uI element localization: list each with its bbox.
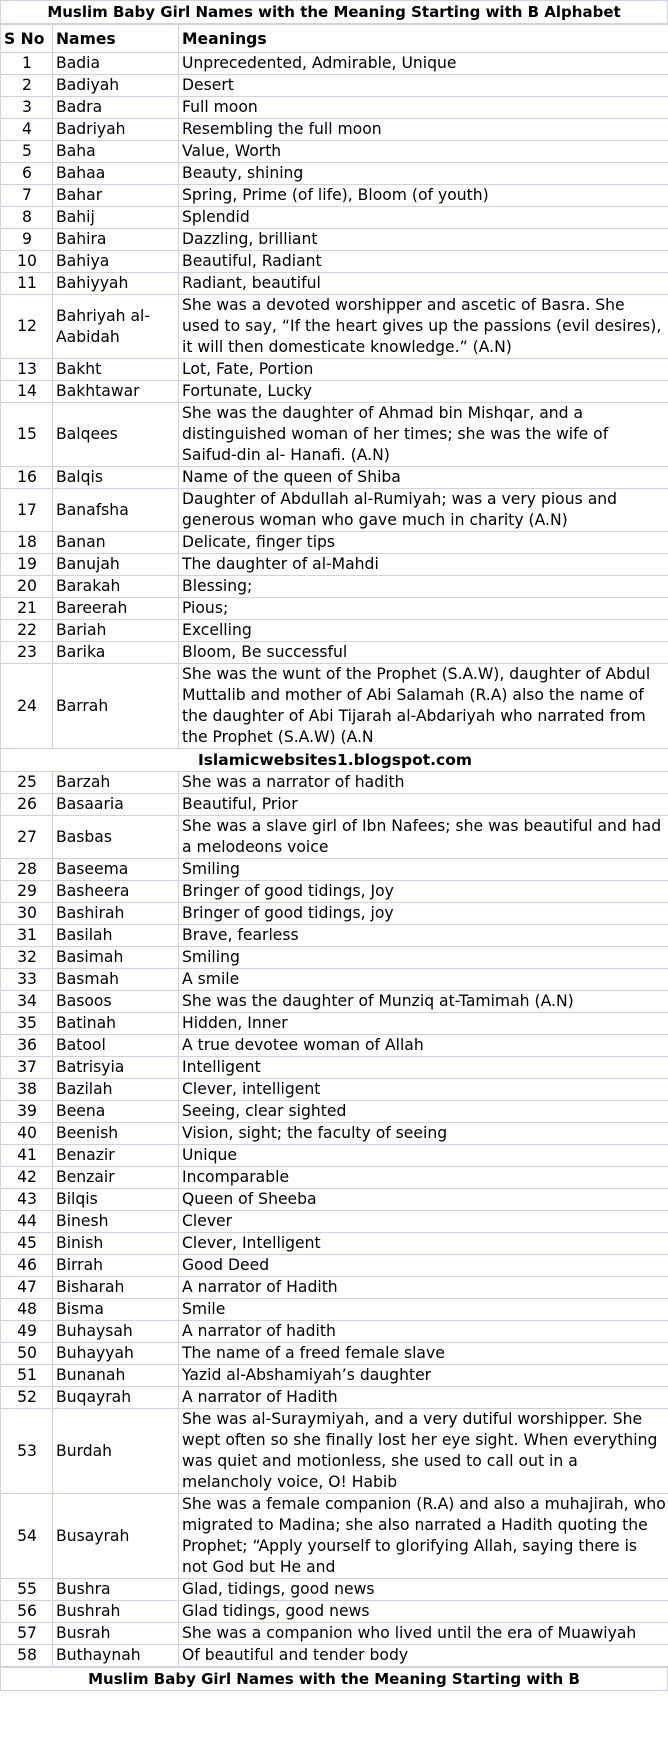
serial-number-cell: 10 (1, 251, 53, 273)
table-row (1, 251, 668, 273)
serial-number-cell: 26 (1, 794, 53, 816)
serial-number-cell: 51 (1, 1365, 53, 1387)
table-row (1, 903, 668, 925)
serial-number-cell: 47 (1, 1277, 53, 1299)
name-cell: Bahiya (53, 251, 179, 273)
table-row (1, 947, 668, 969)
page-title: Muslim Baby Girl Names with the Meaning Starting with B Alphabet (0, 0, 668, 24)
name-cell: Bashirah (53, 903, 179, 925)
meaning-cell: She was a companion who lived until the era of Muawiyah (179, 1623, 668, 1645)
name-cell: Banujah (53, 554, 179, 576)
serial-number-cell: 27 (1, 816, 53, 859)
table-row (1, 1013, 668, 1035)
table-row (1, 1343, 668, 1365)
meaning-cell: Bringer of good tidings, joy (179, 903, 668, 925)
table-row (1, 229, 668, 251)
table-row (1, 1233, 668, 1255)
table-row (1, 1057, 668, 1079)
meaning-cell: Desert (179, 75, 668, 97)
table-row (1, 1494, 668, 1579)
name-cell: Badiyah (53, 75, 179, 97)
meaning-cell: The name of a freed female slave (179, 1343, 668, 1365)
meaning-cell: Clever (179, 1211, 668, 1233)
meaning-cell: Bringer of good tidings, Joy (179, 881, 668, 903)
meaning-cell: Queen of Sheeba (179, 1189, 668, 1211)
name-cell: Bahaa (53, 163, 179, 185)
meaning-cell: Smiling (179, 947, 668, 969)
serial-number-cell: 58 (1, 1645, 53, 1667)
name-cell: Basoos (53, 991, 179, 1013)
table-row (1, 1079, 668, 1101)
meaning-cell: Smile (179, 1299, 668, 1321)
meaning-cell: A narrator of Hadith (179, 1387, 668, 1409)
serial-number-cell: 29 (1, 881, 53, 903)
name-cell: Balqis (53, 467, 179, 489)
table-row (1, 772, 668, 794)
meaning-cell: Of beautiful and tender body (179, 1645, 668, 1667)
table-row (1, 664, 668, 749)
name-cell: Basheera (53, 881, 179, 903)
table-row (1, 1321, 668, 1343)
name-cell: Basilah (53, 925, 179, 947)
serial-number-cell: 43 (1, 1189, 53, 1211)
header-names: Names (53, 25, 179, 53)
name-cell: Badia (53, 53, 179, 75)
serial-number-cell: 57 (1, 1623, 53, 1645)
table-row (1, 97, 668, 119)
serial-number-cell: 30 (1, 903, 53, 925)
serial-number-cell: 56 (1, 1601, 53, 1623)
name-cell: Basaaria (53, 794, 179, 816)
meaning-cell: Smiling (179, 859, 668, 881)
serial-number-cell: 28 (1, 859, 53, 881)
meaning-cell: She was the daughter of Ahmad bin Mishqar, and a distinguished woman of her times; she was the wife of Saifud-din al- Hanafi. (A.N) (179, 403, 668, 467)
meaning-cell: The daughter of al-Mahdi (179, 554, 668, 576)
table-body-part1 (1, 53, 668, 749)
name-cell: Barrah (53, 664, 179, 749)
name-cell: Binish (53, 1233, 179, 1255)
serial-number-cell: 49 (1, 1321, 53, 1343)
header-row (1, 25, 668, 53)
serial-number-cell: 55 (1, 1579, 53, 1601)
table-row (1, 969, 668, 991)
table-row (1, 859, 668, 881)
meaning-cell: Dazzling, brilliant (179, 229, 668, 251)
name-cell: Bakht (53, 359, 179, 381)
name-cell: Badra (53, 97, 179, 119)
name-cell: Bisma (53, 1299, 179, 1321)
table-row (1, 576, 668, 598)
meaning-cell: Resembling the full moon (179, 119, 668, 141)
meaning-cell: Unique (179, 1145, 668, 1167)
meaning-cell: Glad, tidings, good news (179, 1579, 668, 1601)
table-row (1, 1387, 668, 1409)
meaning-cell: Vision, sight; the faculty of seeing (179, 1123, 668, 1145)
meaning-cell: She was a slave girl of Ibn Nafees; she was beautiful and had a melodeons voice (179, 816, 668, 859)
name-cell: Bunanah (53, 1365, 179, 1387)
header-sno: S No (1, 25, 53, 53)
table-row (1, 1123, 668, 1145)
serial-number-cell: 8 (1, 207, 53, 229)
serial-number-cell: 7 (1, 185, 53, 207)
meaning-cell: She was al-Suraymiyah, and a very dutiful worshipper. She wept often so she finally lost her eye sight. When everything was quiet and motionless, she used to call out in a melancholy voice, O! Habib (179, 1409, 668, 1494)
table-row (1, 489, 668, 532)
serial-number-cell: 2 (1, 75, 53, 97)
meaning-cell: Glad tidings, good news (179, 1601, 668, 1623)
table-row (1, 554, 668, 576)
table-row (1, 1035, 668, 1057)
serial-number-cell: 53 (1, 1409, 53, 1494)
table-row (1, 1409, 668, 1494)
name-cell: Barakah (53, 576, 179, 598)
page-footer: Muslim Baby Girl Names with the Meaning Starting with B (0, 1667, 668, 1691)
serial-number-cell: 23 (1, 642, 53, 664)
table-row (1, 991, 668, 1013)
meaning-cell: Radiant, beautiful (179, 273, 668, 295)
name-cell: Burdah (53, 1409, 179, 1494)
meaning-cell: Blessing; (179, 576, 668, 598)
name-cell: Baseema (53, 859, 179, 881)
meaning-cell: A true devotee woman of Allah (179, 1035, 668, 1057)
name-cell: Bahiyyah (53, 273, 179, 295)
meaning-cell: Beautiful, Radiant (179, 251, 668, 273)
name-cell: Bushra (53, 1579, 179, 1601)
name-cell: Basimah (53, 947, 179, 969)
table-row (1, 53, 668, 75)
table-row (1, 1211, 668, 1233)
table-row (1, 1645, 668, 1667)
serial-number-cell: 25 (1, 772, 53, 794)
meaning-cell: She was a devoted worshipper and ascetic of Basra. She used to say, “If the heart gives up the passions (evil desires), it will then domesticate knowledge.” (A.N) (179, 295, 668, 359)
serial-number-cell: 11 (1, 273, 53, 295)
table-row (1, 403, 668, 467)
table-row (1, 1601, 668, 1623)
serial-number-cell: 20 (1, 576, 53, 598)
name-cell: Barzah (53, 772, 179, 794)
name-cell: Busrah (53, 1623, 179, 1645)
table-row (1, 620, 668, 642)
name-cell: Bilqis (53, 1189, 179, 1211)
serial-number-cell: 40 (1, 1123, 53, 1145)
name-cell: Bareerah (53, 598, 179, 620)
meaning-cell: Beauty, shining (179, 163, 668, 185)
name-cell: Basmah (53, 969, 179, 991)
serial-number-cell: 37 (1, 1057, 53, 1079)
meaning-cell: Spring, Prime (of life), Bloom (of youth) (179, 185, 668, 207)
meaning-cell: Full moon (179, 97, 668, 119)
name-cell: Bariah (53, 620, 179, 642)
meaning-cell: Brave, fearless (179, 925, 668, 947)
name-cell: Bahira (53, 229, 179, 251)
table-row (1, 295, 668, 359)
name-cell: Buqayrah (53, 1387, 179, 1409)
name-cell: Banafsha (53, 489, 179, 532)
table-row (1, 816, 668, 859)
name-cell: Batinah (53, 1013, 179, 1035)
blog-banner: Islamicwebsites1.blogspot.com (1, 749, 668, 772)
meaning-cell: She was a female companion (R.A) and also a muhajirah, who migrated to Madina; she also narrated a Hadith quoting the Prophet; “Apply yourself to glorifying Allah, saying there is not God but He and (179, 1494, 668, 1579)
serial-number-cell: 46 (1, 1255, 53, 1277)
name-cell: Benzair (53, 1167, 179, 1189)
serial-number-cell: 5 (1, 141, 53, 163)
table-body-part2 (1, 772, 668, 1667)
header-meanings: Meanings (179, 25, 668, 53)
name-cell: Batrisyia (53, 1057, 179, 1079)
meaning-cell: Splendid (179, 207, 668, 229)
table-row (1, 163, 668, 185)
meaning-cell: Unprecedented, Admirable, Unique (179, 53, 668, 75)
serial-number-cell: 1 (1, 53, 53, 75)
serial-number-cell: 14 (1, 381, 53, 403)
meaning-cell: Name of the queen of Shiba (179, 467, 668, 489)
name-cell: Badriyah (53, 119, 179, 141)
meaning-cell: Daughter of Abdullah al-Rumiyah; was a very pious and generous woman who gave much in charity (A.N) (179, 489, 668, 532)
meaning-cell: A narrator of hadith (179, 1321, 668, 1343)
serial-number-cell: 24 (1, 664, 53, 749)
serial-number-cell: 35 (1, 1013, 53, 1035)
table-row (1, 1579, 668, 1601)
meaning-cell: Fortunate, Lucky (179, 381, 668, 403)
table-row (1, 925, 668, 947)
meaning-cell: She was a narrator of hadith (179, 772, 668, 794)
table-row (1, 642, 668, 664)
serial-number-cell: 45 (1, 1233, 53, 1255)
name-cell: Barika (53, 642, 179, 664)
name-cell: Bahriyah al-Aabidah (53, 295, 179, 359)
serial-number-cell: 4 (1, 119, 53, 141)
name-cell: Binesh (53, 1211, 179, 1233)
table-row (1, 1189, 668, 1211)
meaning-cell: She was the daughter of Munziq at-Tamimah (A.N) (179, 991, 668, 1013)
table-row (1, 532, 668, 554)
table-row (1, 141, 668, 163)
serial-number-cell: 15 (1, 403, 53, 467)
serial-number-cell: 48 (1, 1299, 53, 1321)
name-cell: Bakhtawar (53, 381, 179, 403)
serial-number-cell: 17 (1, 489, 53, 532)
table-row (1, 273, 668, 295)
table-row (1, 359, 668, 381)
serial-number-cell: 52 (1, 1387, 53, 1409)
name-cell: Baha (53, 141, 179, 163)
table-row (1, 467, 668, 489)
table-row (1, 119, 668, 141)
meaning-cell: Clever, intelligent (179, 1079, 668, 1101)
name-cell: Banan (53, 532, 179, 554)
meaning-cell: Hidden, Inner (179, 1013, 668, 1035)
banner-row (1, 749, 668, 772)
table-row (1, 1255, 668, 1277)
serial-number-cell: 16 (1, 467, 53, 489)
serial-number-cell: 50 (1, 1343, 53, 1365)
table-row (1, 598, 668, 620)
name-cell: Buhaysah (53, 1321, 179, 1343)
name-cell: Buhayyah (53, 1343, 179, 1365)
name-cell: Beena (53, 1101, 179, 1123)
meaning-cell: Incomparable (179, 1167, 668, 1189)
serial-number-cell: 34 (1, 991, 53, 1013)
meaning-cell: Clever, Intelligent (179, 1233, 668, 1255)
serial-number-cell: 41 (1, 1145, 53, 1167)
table-row (1, 207, 668, 229)
serial-number-cell: 54 (1, 1494, 53, 1579)
name-cell: Buthaynah (53, 1645, 179, 1667)
table-row (1, 1365, 668, 1387)
serial-number-cell: 19 (1, 554, 53, 576)
serial-number-cell: 38 (1, 1079, 53, 1101)
meaning-cell: Bloom, Be successful (179, 642, 668, 664)
table-row (1, 185, 668, 207)
serial-number-cell: 12 (1, 295, 53, 359)
meaning-cell: Pious; (179, 598, 668, 620)
name-cell: Bisharah (53, 1277, 179, 1299)
table-row (1, 1145, 668, 1167)
serial-number-cell: 3 (1, 97, 53, 119)
meaning-cell: A narrator of Hadith (179, 1277, 668, 1299)
meaning-cell: Yazid al-Abshamiyah’s daughter (179, 1365, 668, 1387)
name-cell: Bazilah (53, 1079, 179, 1101)
name-cell: Busayrah (53, 1494, 179, 1579)
name-cell: Birrah (53, 1255, 179, 1277)
meaning-cell: She was the wunt of the Prophet (S.A.W), daughter of Abdul Muttalib and mother of Abi Salamah (R.A) also the name of the daughter of Abi Tijarah al-Abdariyah who narrated from the Prophet (S.A.W) (A.N (179, 664, 668, 749)
meaning-cell: Seeing, clear sighted (179, 1101, 668, 1123)
meaning-cell: Beautiful, Prior (179, 794, 668, 816)
name-cell: Bahij (53, 207, 179, 229)
serial-number-cell: 36 (1, 1035, 53, 1057)
name-cell: Bushrah (53, 1601, 179, 1623)
serial-number-cell: 31 (1, 925, 53, 947)
serial-number-cell: 18 (1, 532, 53, 554)
serial-number-cell: 39 (1, 1101, 53, 1123)
serial-number-cell: 22 (1, 620, 53, 642)
meaning-cell: Excelling (179, 620, 668, 642)
serial-number-cell: 21 (1, 598, 53, 620)
name-cell: Basbas (53, 816, 179, 859)
name-cell: Bahar (53, 185, 179, 207)
meaning-cell: A smile (179, 969, 668, 991)
serial-number-cell: 13 (1, 359, 53, 381)
meaning-cell: Value, Worth (179, 141, 668, 163)
meaning-cell: Good Deed (179, 1255, 668, 1277)
meaning-cell: Delicate, finger tips (179, 532, 668, 554)
meaning-cell: Lot, Fate, Portion (179, 359, 668, 381)
name-cell: Beenish (53, 1123, 179, 1145)
table-row (1, 1623, 668, 1645)
serial-number-cell: 33 (1, 969, 53, 991)
table-row (1, 1299, 668, 1321)
table-row (1, 1277, 668, 1299)
table-row (1, 1167, 668, 1189)
table-row (1, 1101, 668, 1123)
table-row (1, 75, 668, 97)
serial-number-cell: 32 (1, 947, 53, 969)
serial-number-cell: 42 (1, 1167, 53, 1189)
name-cell: Batool (53, 1035, 179, 1057)
meaning-cell: Intelligent (179, 1057, 668, 1079)
table-row (1, 794, 668, 816)
table-row (1, 381, 668, 403)
serial-number-cell: 9 (1, 229, 53, 251)
table-row (1, 881, 668, 903)
name-cell: Benazir (53, 1145, 179, 1167)
name-cell: Balqees (53, 403, 179, 467)
serial-number-cell: 44 (1, 1211, 53, 1233)
names-table (0, 24, 668, 1667)
serial-number-cell: 6 (1, 163, 53, 185)
